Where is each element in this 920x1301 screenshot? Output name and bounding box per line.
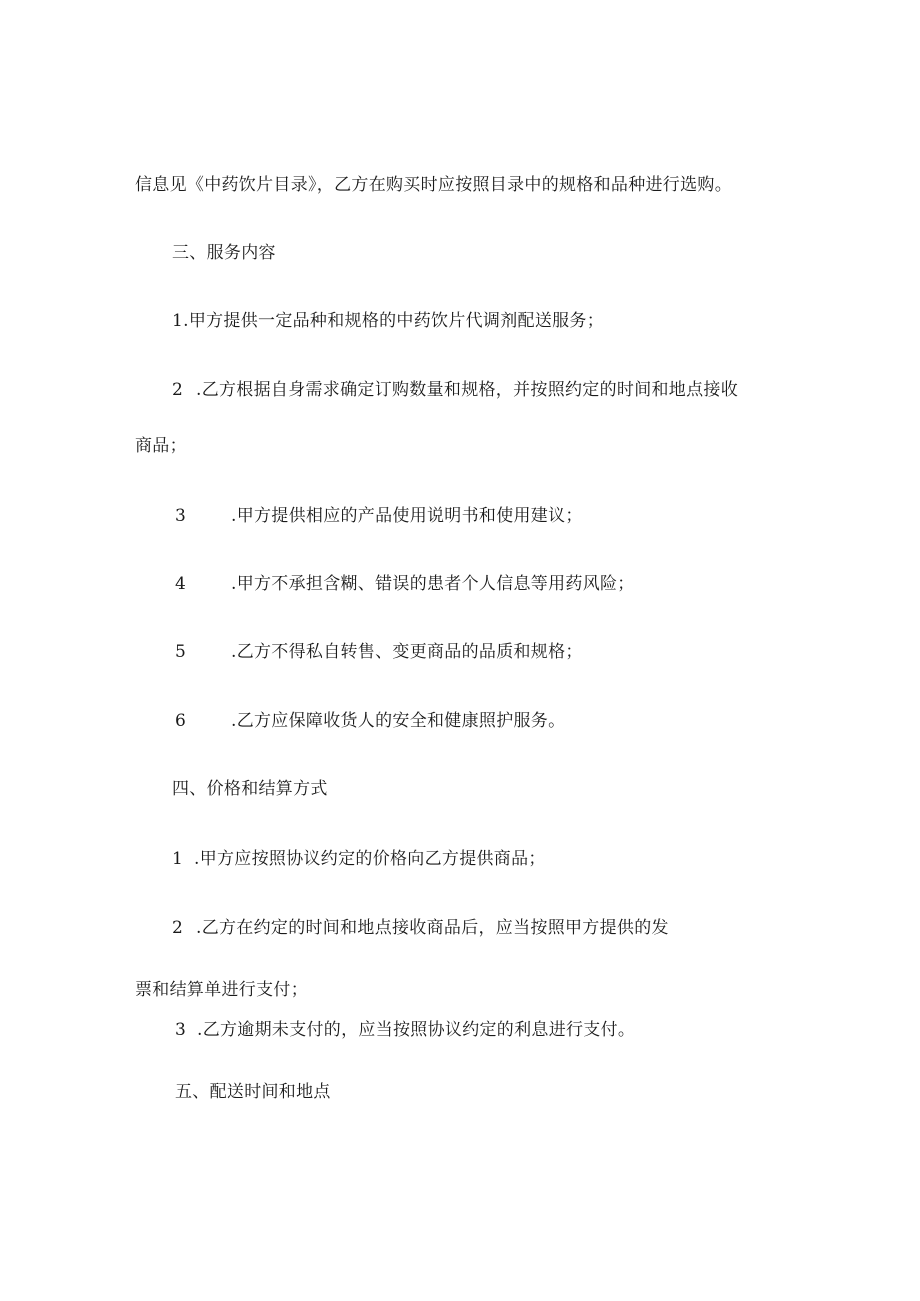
list-item — [175, 505, 583, 527]
item-number: 5 — [175, 642, 187, 662]
line-text: .乙方逾期未支付的，应当按照协议约定的利息进行支付。 — [197, 1020, 636, 1040]
list-item — [175, 573, 635, 595]
line-text: .乙方不得私自转售、变更商品的品质和规格； — [231, 642, 583, 662]
text-line — [135, 435, 187, 457]
line-text: .甲方应按照协议约定的价格向乙方提供商品； — [194, 849, 546, 869]
line-text: 1.甲方提供一定品种和规格的中药饮片代调剂配送服务； — [172, 311, 605, 331]
line-text: 商品； — [135, 436, 187, 456]
list-item — [172, 379, 738, 401]
section-heading — [175, 1081, 331, 1103]
list-item — [172, 917, 669, 939]
list-item — [175, 641, 583, 663]
text-line — [135, 979, 308, 1001]
item-number: 2 — [172, 918, 184, 938]
list-item — [175, 1019, 635, 1041]
line-text: .乙方根据自身需求确定订购数量和规格，并按照约定的时间和地点接收 — [196, 380, 739, 400]
line-text: 票和结算单进行支付； — [135, 980, 308, 1000]
line-text: 五、配送时间和地点 — [175, 1082, 331, 1102]
item-number: 4 — [175, 574, 187, 594]
line-text: .乙方应保障收货人的安全和健康照护服务。 — [231, 711, 566, 731]
item-number: 3 — [175, 506, 187, 526]
text-line — [135, 174, 732, 196]
line-text: 三、服务内容 — [172, 243, 276, 263]
item-number: 6 — [175, 711, 187, 731]
item-number: 3 — [175, 1020, 187, 1040]
section-heading — [172, 242, 276, 264]
line-text: .甲方不承担含糊、错误的患者个人信息等用药风险； — [231, 574, 635, 594]
section-heading — [172, 778, 328, 800]
line-text: 信息见《中药饮片目录》，乙方在购买时应按照目录中的规格和品种进行选购。 — [135, 175, 732, 195]
item-number: 2 — [172, 380, 184, 400]
list-item — [172, 310, 604, 332]
line-text: 四、价格和结算方式 — [172, 779, 328, 799]
line-text: .乙方在约定的时间和地点接收商品后，应当按照甲方提供的发 — [196, 918, 669, 938]
item-number: 1 — [172, 849, 184, 869]
list-item — [175, 710, 565, 732]
list-item — [172, 848, 546, 870]
line-text: .甲方提供相应的产品使用说明书和使用建议； — [231, 506, 583, 526]
